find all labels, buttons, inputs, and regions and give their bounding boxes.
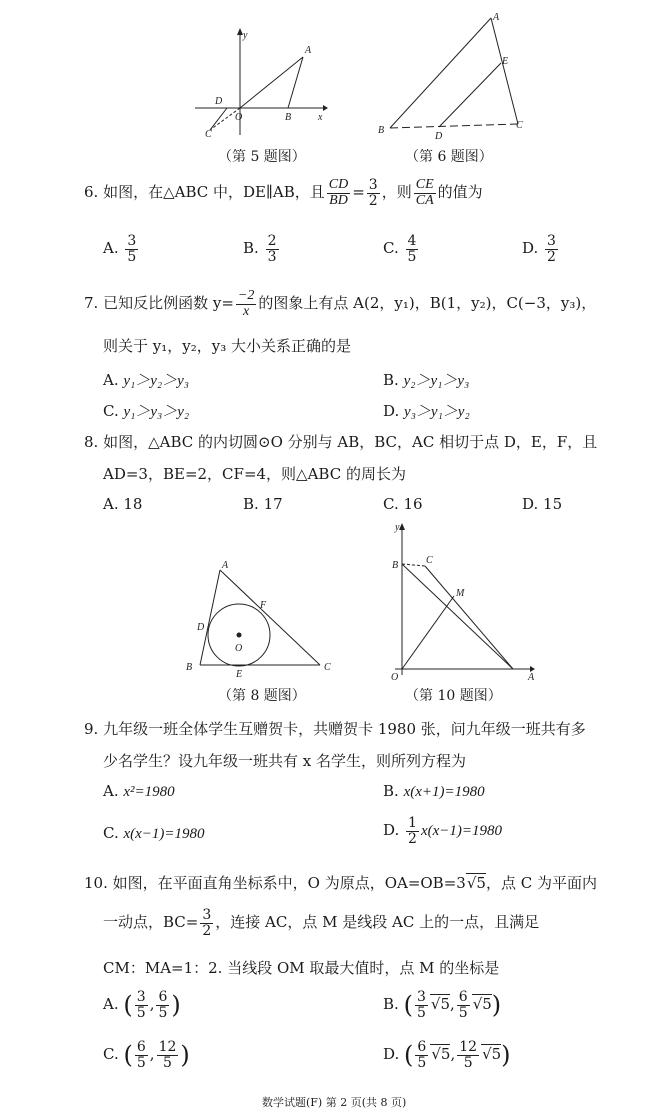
fig6-label-c: C	[516, 120, 523, 131]
q7-option-c[interactable]: C. y₁＞y₃＞y₂	[103, 402, 190, 420]
figure-8-caption: （第 8 题图）	[218, 688, 306, 704]
fig10-label-c: C	[426, 555, 433, 566]
q6-ratio-ce-ca: $\frac{CE}{CA}$	[415, 177, 434, 208]
page-footer: 数学试题(F) 第 2 页(共 8 页)	[262, 1096, 407, 1109]
figure-10-caption: （第 10 题图）	[405, 688, 502, 704]
q6-equals: =	[352, 183, 365, 202]
fig6-label-a: A	[493, 12, 500, 23]
fig5-label-x: x	[318, 112, 323, 123]
fig10-label-o: O	[391, 672, 399, 682]
question-7-stem-line2: 则关于 y₁，y₂，y₃ 大小关系正确的是	[103, 337, 351, 355]
q8-option-b[interactable]: B. 17	[243, 495, 283, 513]
question-8-stem-line2: AD=3，BE=2，CF=4，则△ABC 的周长为	[103, 465, 406, 483]
fig8-label-e: E	[236, 669, 243, 678]
question-6-stem	[84, 178, 483, 208]
q9-option-b[interactable]: B. x(x+1)=1980	[383, 782, 485, 800]
fig8-label-c: C	[324, 662, 331, 673]
question-7-stem-line1: 7. 已知反比例函数 y= $\frac{-2}{x}$ 的图象上有点 A(2，y₁)，B(1，y₂)，C(−3，y₃)，	[84, 288, 597, 319]
q7-option-a[interactable]: A. y₁＞y₂＞y₃	[103, 371, 190, 389]
q6-option-a[interactable]: A. $\frac{3}{5}$	[103, 233, 137, 265]
fig10-label-y: y	[395, 522, 400, 533]
figure-6-triangle	[373, 10, 533, 140]
q6-option-d[interactable]: D. $\frac{3}{2}$	[522, 233, 556, 265]
question-10-stem-line3: CM：MA=1：2. 当线段 OM 取最大值时，点 M 的坐标是	[103, 959, 500, 977]
q9-option-d[interactable]: D. $\frac{1}{2}$ x(x−1)=1980	[383, 815, 503, 847]
q10-option-a[interactable]: A. ( $\frac{3}{5}$ , $\frac{6}{5}$ )	[103, 989, 181, 1021]
q8-option-c[interactable]: C. 16	[383, 495, 423, 513]
q6-option-b[interactable]: B. $\frac{2}{3}$	[243, 233, 277, 265]
q7-option-d[interactable]: D. y₃＞y₁＞y₂	[383, 402, 470, 420]
q7-option-b[interactable]: B. y₂＞y₁＞y₃	[383, 371, 470, 389]
fig5-label-a: A	[305, 45, 312, 56]
fig5-label-y: y	[243, 30, 248, 41]
q6-ratio-cd-bd: $\frac{CD}{BD}$	[328, 177, 349, 208]
q6-mid: ，则	[381, 183, 412, 202]
question-9-stem-line1: 9. 九年级一班全体学生互赠贺卡，共赠贺卡 1980 张，问九年级一班共有多	[84, 720, 586, 738]
question-9-stem-line2: 少名学生？设九年级一班共有 x 名学生，则所列方程为	[103, 752, 466, 770]
fig6-label-d: D	[435, 131, 443, 140]
fig5-label-b: B	[285, 112, 292, 123]
q9-option-a[interactable]: A. x²=1980	[103, 782, 175, 800]
figure-5-caption: （第 5 题图）	[218, 149, 306, 165]
q6-suffix: 的值为	[437, 183, 483, 202]
fig8-label-d: D	[197, 622, 205, 633]
q6-ratio-value: $\frac{3}{2}$	[368, 177, 378, 209]
q10-option-c[interactable]: C. ( $\frac{6}{5}$ , $\frac{12}{5}$ )	[103, 1039, 190, 1071]
fig5-label-c: C	[205, 129, 212, 140]
fig8-label-b: B	[186, 662, 193, 673]
fig10-label-b: B	[392, 560, 399, 571]
fig6-label-e: E	[502, 56, 509, 67]
fig5-label-d: D	[215, 96, 223, 107]
fig10-label-m: M	[456, 588, 465, 599]
q9-option-c[interactable]: C. x(x−1)=1980	[103, 824, 205, 842]
question-8-stem-line1: 8. 如图，△ABC 的内切圆⊙O 分别与 AB，BC，AC 相切于点 D，E，F，且	[84, 433, 598, 451]
figure-6-caption: （第 6 题图）	[405, 149, 493, 165]
question-10-stem-line1: 10. 如图，在平面直角坐标系中，O 为原点，OA=OB=3√5，点 C 为平面内	[84, 874, 597, 892]
figure-5-coordinate-graph	[195, 25, 330, 140]
fig5-label-o: O	[235, 112, 243, 123]
fig6-label-b: B	[378, 125, 385, 136]
fig8-label-a: A	[222, 560, 229, 571]
q8-option-d[interactable]: D. 15	[522, 495, 563, 513]
q8-option-a[interactable]: A. 18	[103, 495, 143, 513]
fig10-label-a: A	[528, 672, 535, 682]
q6-option-c[interactable]: C. $\frac{4}{5}$	[383, 233, 417, 265]
figure-10-coordinate-graph	[385, 520, 545, 682]
q6-prefix: 6. 如图，在△ABC 中，DE∥AB，且	[84, 183, 325, 202]
question-10-stem-line2: 一动点，BC= $\frac{3}{2}$ ，连接 AC，点 M 是线段 AC 上的一点，且满足	[103, 907, 540, 939]
q10-option-b[interactable]: B. ( $\frac{3}{5}$ √5, $\frac{6}{5}$ √5)	[383, 989, 502, 1021]
fig8-label-o: O	[235, 643, 243, 654]
fig8-label-f: F	[260, 600, 267, 611]
q10-option-d[interactable]: D. ( $\frac{6}{5}$ √5, $\frac{12}{5}$ √5)	[383, 1039, 511, 1071]
figure-8-incircle	[180, 558, 340, 678]
